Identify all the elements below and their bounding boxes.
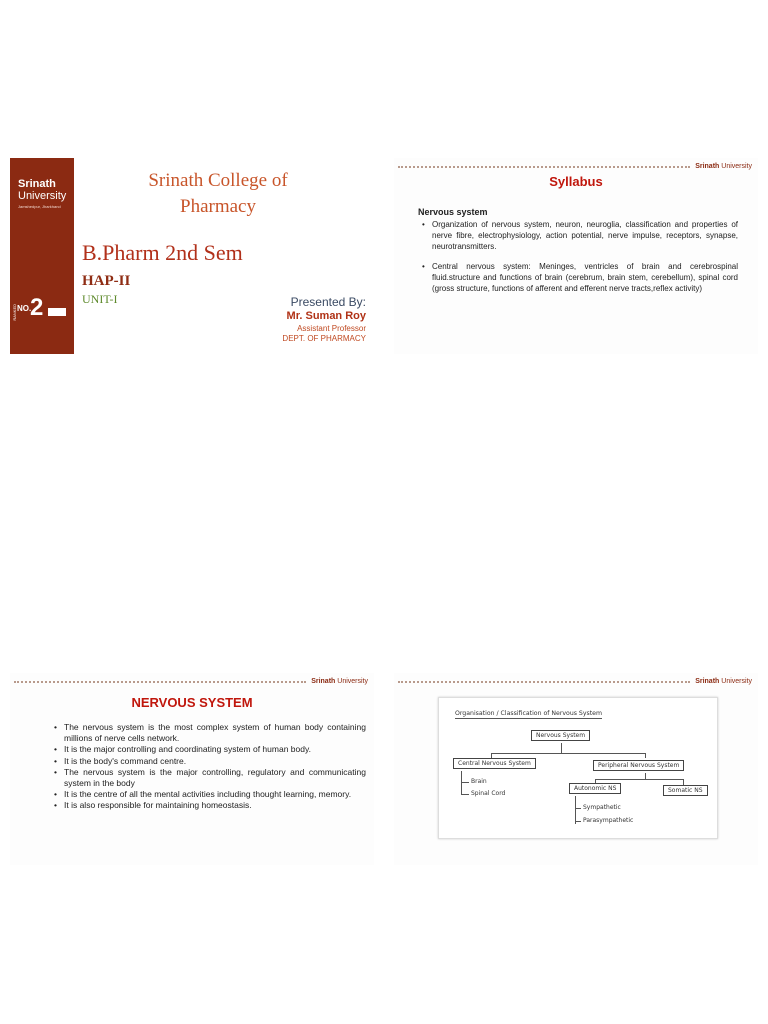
list-item: • It is the body's command centre. [50, 756, 366, 767]
list-item: • Central nervous system: Meninges, ventricles of brain and cerebrospinal fluid.structure and functions of brain (cerebrum, brain stem, cerebellum), spinal cord (gross structure, functions of afferent and efferent nerve tracts,reflex activity) [418, 261, 738, 294]
college-name [104, 168, 332, 220]
node-nervous-system: Nervous System [531, 730, 590, 741]
diagram-title: Organisation / Classification of Nervous System [455, 710, 603, 717]
logo-bold: Srinath [695, 163, 720, 170]
connector-line [491, 753, 645, 754]
connector-line [575, 821, 581, 822]
syllabus-slide [394, 158, 758, 354]
syllabus-subheading: Nervous system [418, 207, 488, 217]
banner-badge-icon [48, 308, 66, 316]
presenter-department: DEPT. OF PHARMACY [282, 334, 366, 343]
banner-no-label: NO. [17, 304, 32, 313]
presenter-designation: Assistant Professor [297, 324, 366, 333]
banner-location: Jamshedpur, Jharkhand [18, 204, 61, 209]
banner-rank-number: 2 [30, 294, 44, 321]
node-pns: Peripheral Nervous System [593, 760, 684, 771]
node-spinal-cord: Spinal Cord [471, 790, 506, 797]
connector-line [461, 771, 462, 795]
list-item: • Organization of nervous system, neuron, neuroglia, classification and properties of nerve fibre, electrophysiology, action potential, nerve impulse, receptors, synapse, neurotransmitters. [418, 219, 738, 252]
node-autonomic: Autonomic NS [569, 783, 621, 794]
nervous-system-list [50, 722, 366, 812]
logo-bold: Srinath [311, 678, 336, 685]
slide-header [10, 673, 374, 697]
connector-line [461, 782, 469, 783]
college-line1: Srinath College of [148, 170, 288, 191]
course-title: B.Pharm 2nd Sem [82, 240, 243, 265]
connector-line [645, 753, 646, 758]
presented-by-label: Presented By: [290, 295, 366, 309]
list-item: • The nervous system is the most complex system of human body containing millions of nerve cells network. [50, 722, 366, 744]
node-parasympathetic: Parasympathetic [583, 817, 634, 824]
logo-normal: University [719, 163, 752, 170]
classification-diagram [438, 697, 718, 839]
subject-title: HAP-II [82, 273, 131, 289]
list-item: • It is the centre of all the mental activities including thought learning, memory. [50, 789, 366, 800]
logo-normal: University [335, 678, 368, 685]
syllabus-list [418, 219, 738, 303]
header-logo [311, 678, 368, 685]
title-slide [10, 158, 374, 354]
connector-line [575, 808, 581, 809]
banner-uni-line2: University [18, 190, 67, 202]
nervous-system-slide [10, 673, 374, 865]
header-dotted-rule [14, 681, 306, 683]
node-cns: Central Nervous System [453, 758, 536, 769]
logo-normal: University [719, 678, 752, 685]
connector-line [575, 796, 576, 824]
college-line2: Pharmacy [180, 196, 256, 217]
node-brain: Brain [471, 778, 487, 785]
university-banner [10, 158, 74, 354]
list-item: • It is the major controlling and coordinating system of human body. [50, 744, 366, 755]
connector-line [595, 779, 683, 780]
classification-slide [394, 673, 758, 865]
header-logo [695, 163, 752, 170]
header-logo [695, 678, 752, 685]
connector-line [461, 794, 469, 795]
logo-bold: Srinath [695, 678, 720, 685]
header-dotted-rule [398, 166, 690, 168]
list-item: • It is also responsible for maintaining homeostasis. [50, 800, 366, 811]
banner-rank-label: RANKED [12, 304, 17, 321]
slide-title: Syllabus [549, 174, 603, 189]
list-item: • The nervous system is the major controlling, regulatory and communicating system in the body [50, 767, 366, 789]
connector-line [561, 743, 562, 753]
unit-title: UNIT-I [82, 292, 118, 306]
node-sympathetic: Sympathetic [583, 804, 621, 811]
header-dotted-rule [398, 681, 690, 683]
banner-uni-line1: Srinath [18, 178, 56, 190]
slide-header [394, 673, 758, 697]
node-somatic: Somatic NS [663, 785, 708, 796]
slide-title: NERVOUS SYSTEM [131, 695, 253, 710]
presenter-name: Mr. Suman Roy [286, 310, 366, 322]
